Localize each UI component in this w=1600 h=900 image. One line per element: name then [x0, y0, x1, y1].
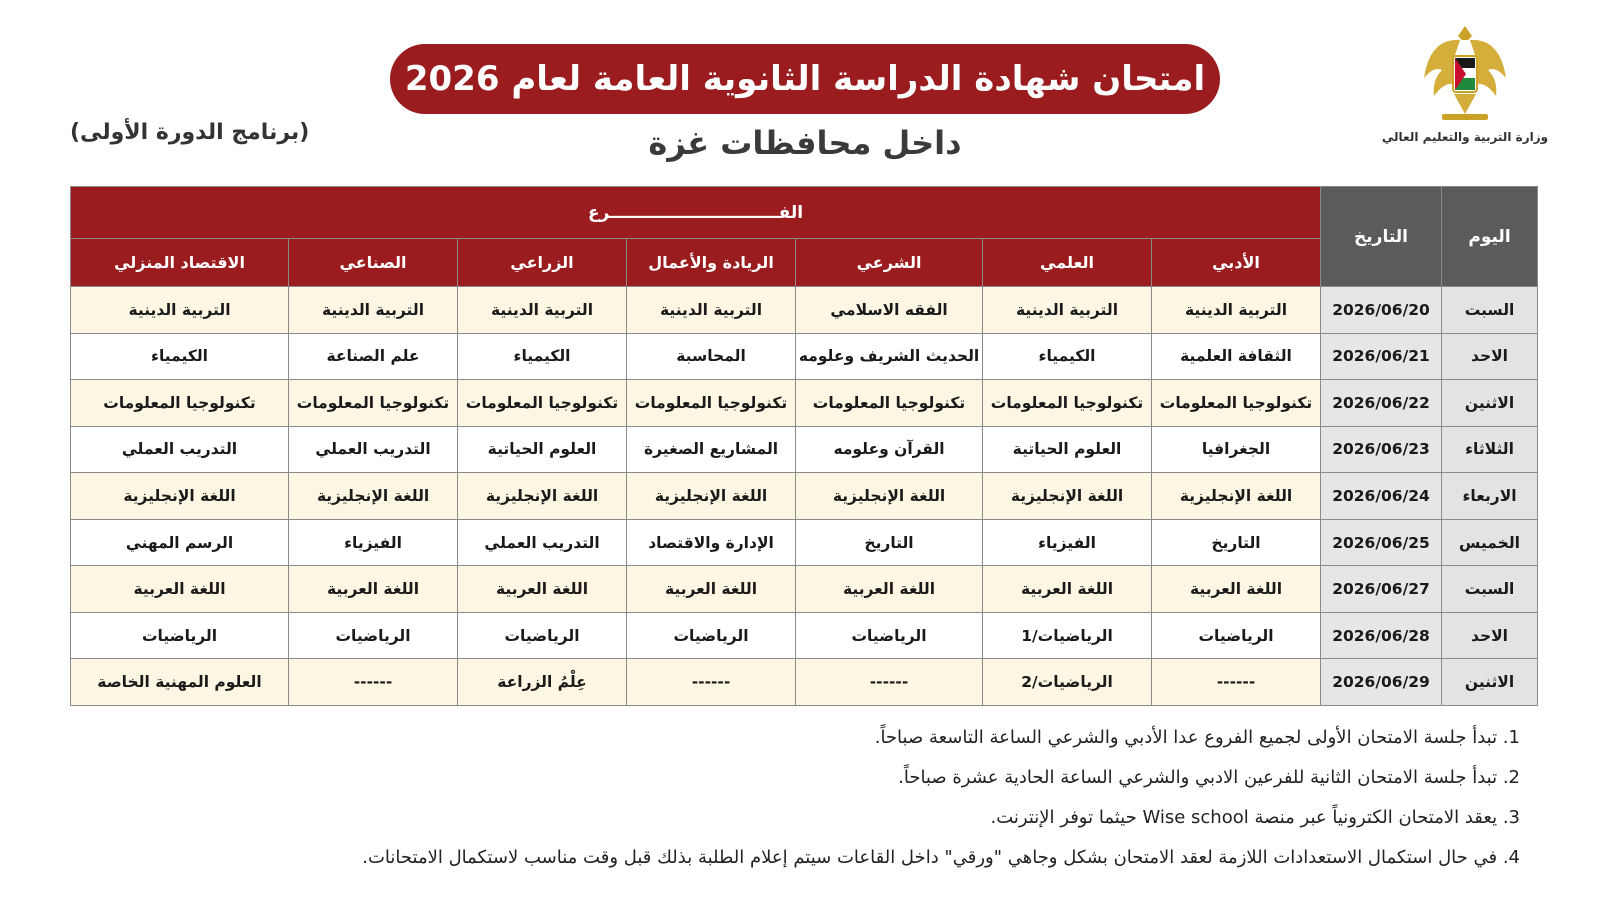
- cell-day: الخميس: [1442, 519, 1538, 566]
- cell-subject: الكيمياء: [71, 333, 289, 380]
- cell-subject: الرياضيات: [627, 612, 796, 659]
- eagle-emblem-icon: [1420, 18, 1510, 128]
- note-item: 1. تبدأ جلسة الامتحان الأولى لجميع الفروع عدا الأدبي والشرعي الساعة التاسعة صباحاً.: [874, 727, 1520, 748]
- ministry-name: وزارة التربية والتعليم العالي: [1381, 130, 1549, 144]
- cell-day: الاحد: [1442, 333, 1538, 380]
- cell-day: السبت: [1442, 566, 1538, 613]
- cell-subject: المحاسبة: [627, 333, 796, 380]
- cell-subject: التدريب العملي: [458, 519, 627, 566]
- cell-subject: الجغرافيا: [1152, 426, 1321, 473]
- table-row: [71, 287, 1538, 334]
- cell-date: 2026/06/24: [1321, 473, 1442, 520]
- cell-subject: اللغة الإنجليزية: [289, 473, 458, 520]
- table-row: [71, 519, 1538, 566]
- cell-day: الثلاثاء: [1442, 426, 1538, 473]
- cell-subject: اللغة العربية: [71, 566, 289, 613]
- cell-subject: العلوم الحياتية: [458, 426, 627, 473]
- header-date: التاريخ: [1321, 187, 1442, 287]
- cell-subject: التاريخ: [1152, 519, 1321, 566]
- table-row: [71, 426, 1538, 473]
- cell-subject: اللغة الإنجليزية: [71, 473, 289, 520]
- cell-subject: الثقافة العلمية: [1152, 333, 1321, 380]
- cell-date: 2026/06/22: [1321, 380, 1442, 427]
- cell-subject: التربية الدينية: [1152, 287, 1321, 334]
- note-item: 3. يعقد الامتحان الكترونياً عبر منصة Wise school حيثما توفر الإنترنت.: [990, 807, 1520, 828]
- cell-subject: التدريب العملي: [289, 426, 458, 473]
- ministry-logo: [1380, 18, 1550, 158]
- cell-subject: اللغة الإنجليزية: [983, 473, 1152, 520]
- cell-subject: اللغة العربية: [458, 566, 627, 613]
- cell-day: السبت: [1442, 287, 1538, 334]
- cell-subject: عِلْمُ الزراعة: [458, 659, 627, 706]
- round-label: (برنامج الدورة الأولى): [70, 120, 310, 145]
- cell-subject: التربية الدينية: [289, 287, 458, 334]
- cell-subject: القرآن وعلومه: [796, 426, 983, 473]
- cell-subject: المشاريع الصغيرة: [627, 426, 796, 473]
- cell-subject: اللغة الإنجليزية: [1152, 473, 1321, 520]
- cell-subject: اللغة العربية: [289, 566, 458, 613]
- cell-subject: اللغة العربية: [983, 566, 1152, 613]
- cell-subject: اللغة الإنجليزية: [627, 473, 796, 520]
- header-branch: الفـــــــــــــــــــــــــــــرع: [71, 187, 1321, 239]
- cell-date: 2026/06/29: [1321, 659, 1442, 706]
- cell-date: 2026/06/21: [1321, 333, 1442, 380]
- cell-day: الاثنين: [1442, 659, 1538, 706]
- header-branch-scientific: العلمي: [983, 239, 1152, 287]
- cell-date: 2026/06/20: [1321, 287, 1442, 334]
- table-row: [71, 612, 1538, 659]
- cell-subject: الفيزياء: [983, 519, 1152, 566]
- table-row: [71, 566, 1538, 613]
- cell-subject: تكنولوجيا المعلومات: [289, 380, 458, 427]
- table-row: [71, 473, 1538, 520]
- cell-day: الاحد: [1442, 612, 1538, 659]
- note-item: 4. في حال استكمال الاستعدادات اللازمة لعقد الامتحان بشكل وجاهي "ورقي" داخل القاعات سيتم إعلام الطلبة بذلك قبل وقت مناسب لاستكمال الامتحانات.: [362, 847, 1520, 868]
- cell-subject: الرياضيات: [71, 612, 289, 659]
- cell-subject: اللغة الإنجليزية: [796, 473, 983, 520]
- header-branch-sharia: الشرعي: [796, 239, 983, 287]
- cell-date: 2026/06/27: [1321, 566, 1442, 613]
- cell-subject: ------: [289, 659, 458, 706]
- note-item: 2. تبدأ جلسة الامتحان الثانية للفرعين الادبي والشرعي الساعة الحادية عشرة صباحاً.: [898, 767, 1520, 788]
- cell-subject: الكيمياء: [458, 333, 627, 380]
- cell-subject: ------: [1152, 659, 1321, 706]
- cell-subject: العلوم الحياتية: [983, 426, 1152, 473]
- cell-subject: الرياضيات: [289, 612, 458, 659]
- notes-list: [100, 718, 1520, 878]
- cell-date: 2026/06/28: [1321, 612, 1442, 659]
- cell-subject: ------: [796, 659, 983, 706]
- page-subtitle: داخل محافظات غزة: [648, 124, 962, 162]
- cell-subject: اللغة العربية: [796, 566, 983, 613]
- cell-date: 2026/06/25: [1321, 519, 1442, 566]
- cell-subject: اللغة العربية: [627, 566, 796, 613]
- cell-subject: الفقه الاسلامي: [796, 287, 983, 334]
- header-branch-literary: الأدبي: [1152, 239, 1321, 287]
- cell-subject: تكنولوجيا المعلومات: [983, 380, 1152, 427]
- cell-subject: الإدارة والاقتصاد: [627, 519, 796, 566]
- header-branch-home-economics: الاقتصاد المنزلي: [71, 239, 289, 287]
- cell-subject: تكنولوجيا المعلومات: [71, 380, 289, 427]
- cell-subject: اللغة الإنجليزية: [458, 473, 627, 520]
- cell-subject: العلوم المهنية الخاصة: [71, 659, 289, 706]
- cell-day: الاربعاء: [1442, 473, 1538, 520]
- header-branch-agricultural: الزراعي: [458, 239, 627, 287]
- cell-subject: الرسم المهني: [71, 519, 289, 566]
- cell-subject: الرياضيات: [1152, 612, 1321, 659]
- cell-subject: اللغة العربية: [1152, 566, 1321, 613]
- cell-subject: تكنولوجيا المعلومات: [627, 380, 796, 427]
- cell-subject: التاريخ: [796, 519, 983, 566]
- cell-day: الاثنين: [1442, 380, 1538, 427]
- cell-subject: تكنولوجيا المعلومات: [1152, 380, 1321, 427]
- cell-subject: ------: [627, 659, 796, 706]
- table-row: [71, 380, 1538, 427]
- cell-subject: تكنولوجيا المعلومات: [458, 380, 627, 427]
- cell-subject: علم الصناعة: [289, 333, 458, 380]
- cell-subject: الرياضيات: [796, 612, 983, 659]
- header-branch-industrial: الصناعي: [289, 239, 458, 287]
- cell-subject: التربية الدينية: [983, 287, 1152, 334]
- cell-subject: الرياضيات: [458, 612, 627, 659]
- cell-subject: الكيمياء: [983, 333, 1152, 380]
- cell-subject: التدريب العملي: [71, 426, 289, 473]
- cell-subject: التربية الدينية: [458, 287, 627, 334]
- header-day: اليوم: [1442, 187, 1538, 287]
- cell-subject: تكنولوجيا المعلومات: [796, 380, 983, 427]
- cell-subject: الفيزياء: [289, 519, 458, 566]
- page-title: امتحان شهادة الدراسة الثانوية العامة لعام 2026: [390, 44, 1220, 114]
- table-row: [71, 333, 1538, 380]
- cell-subject: الرياضيات/1: [983, 612, 1152, 659]
- table-row: [71, 659, 1538, 706]
- cell-subject: الرياضيات/2: [983, 659, 1152, 706]
- cell-subject: التربية الدينية: [627, 287, 796, 334]
- cell-subject: الحديث الشريف وعلومه: [796, 333, 983, 380]
- header-branch-business: الريادة والأعمال: [627, 239, 796, 287]
- cell-date: 2026/06/23: [1321, 426, 1442, 473]
- exam-schedule-table: [70, 186, 1538, 706]
- cell-subject: التربية الدينية: [71, 287, 289, 334]
